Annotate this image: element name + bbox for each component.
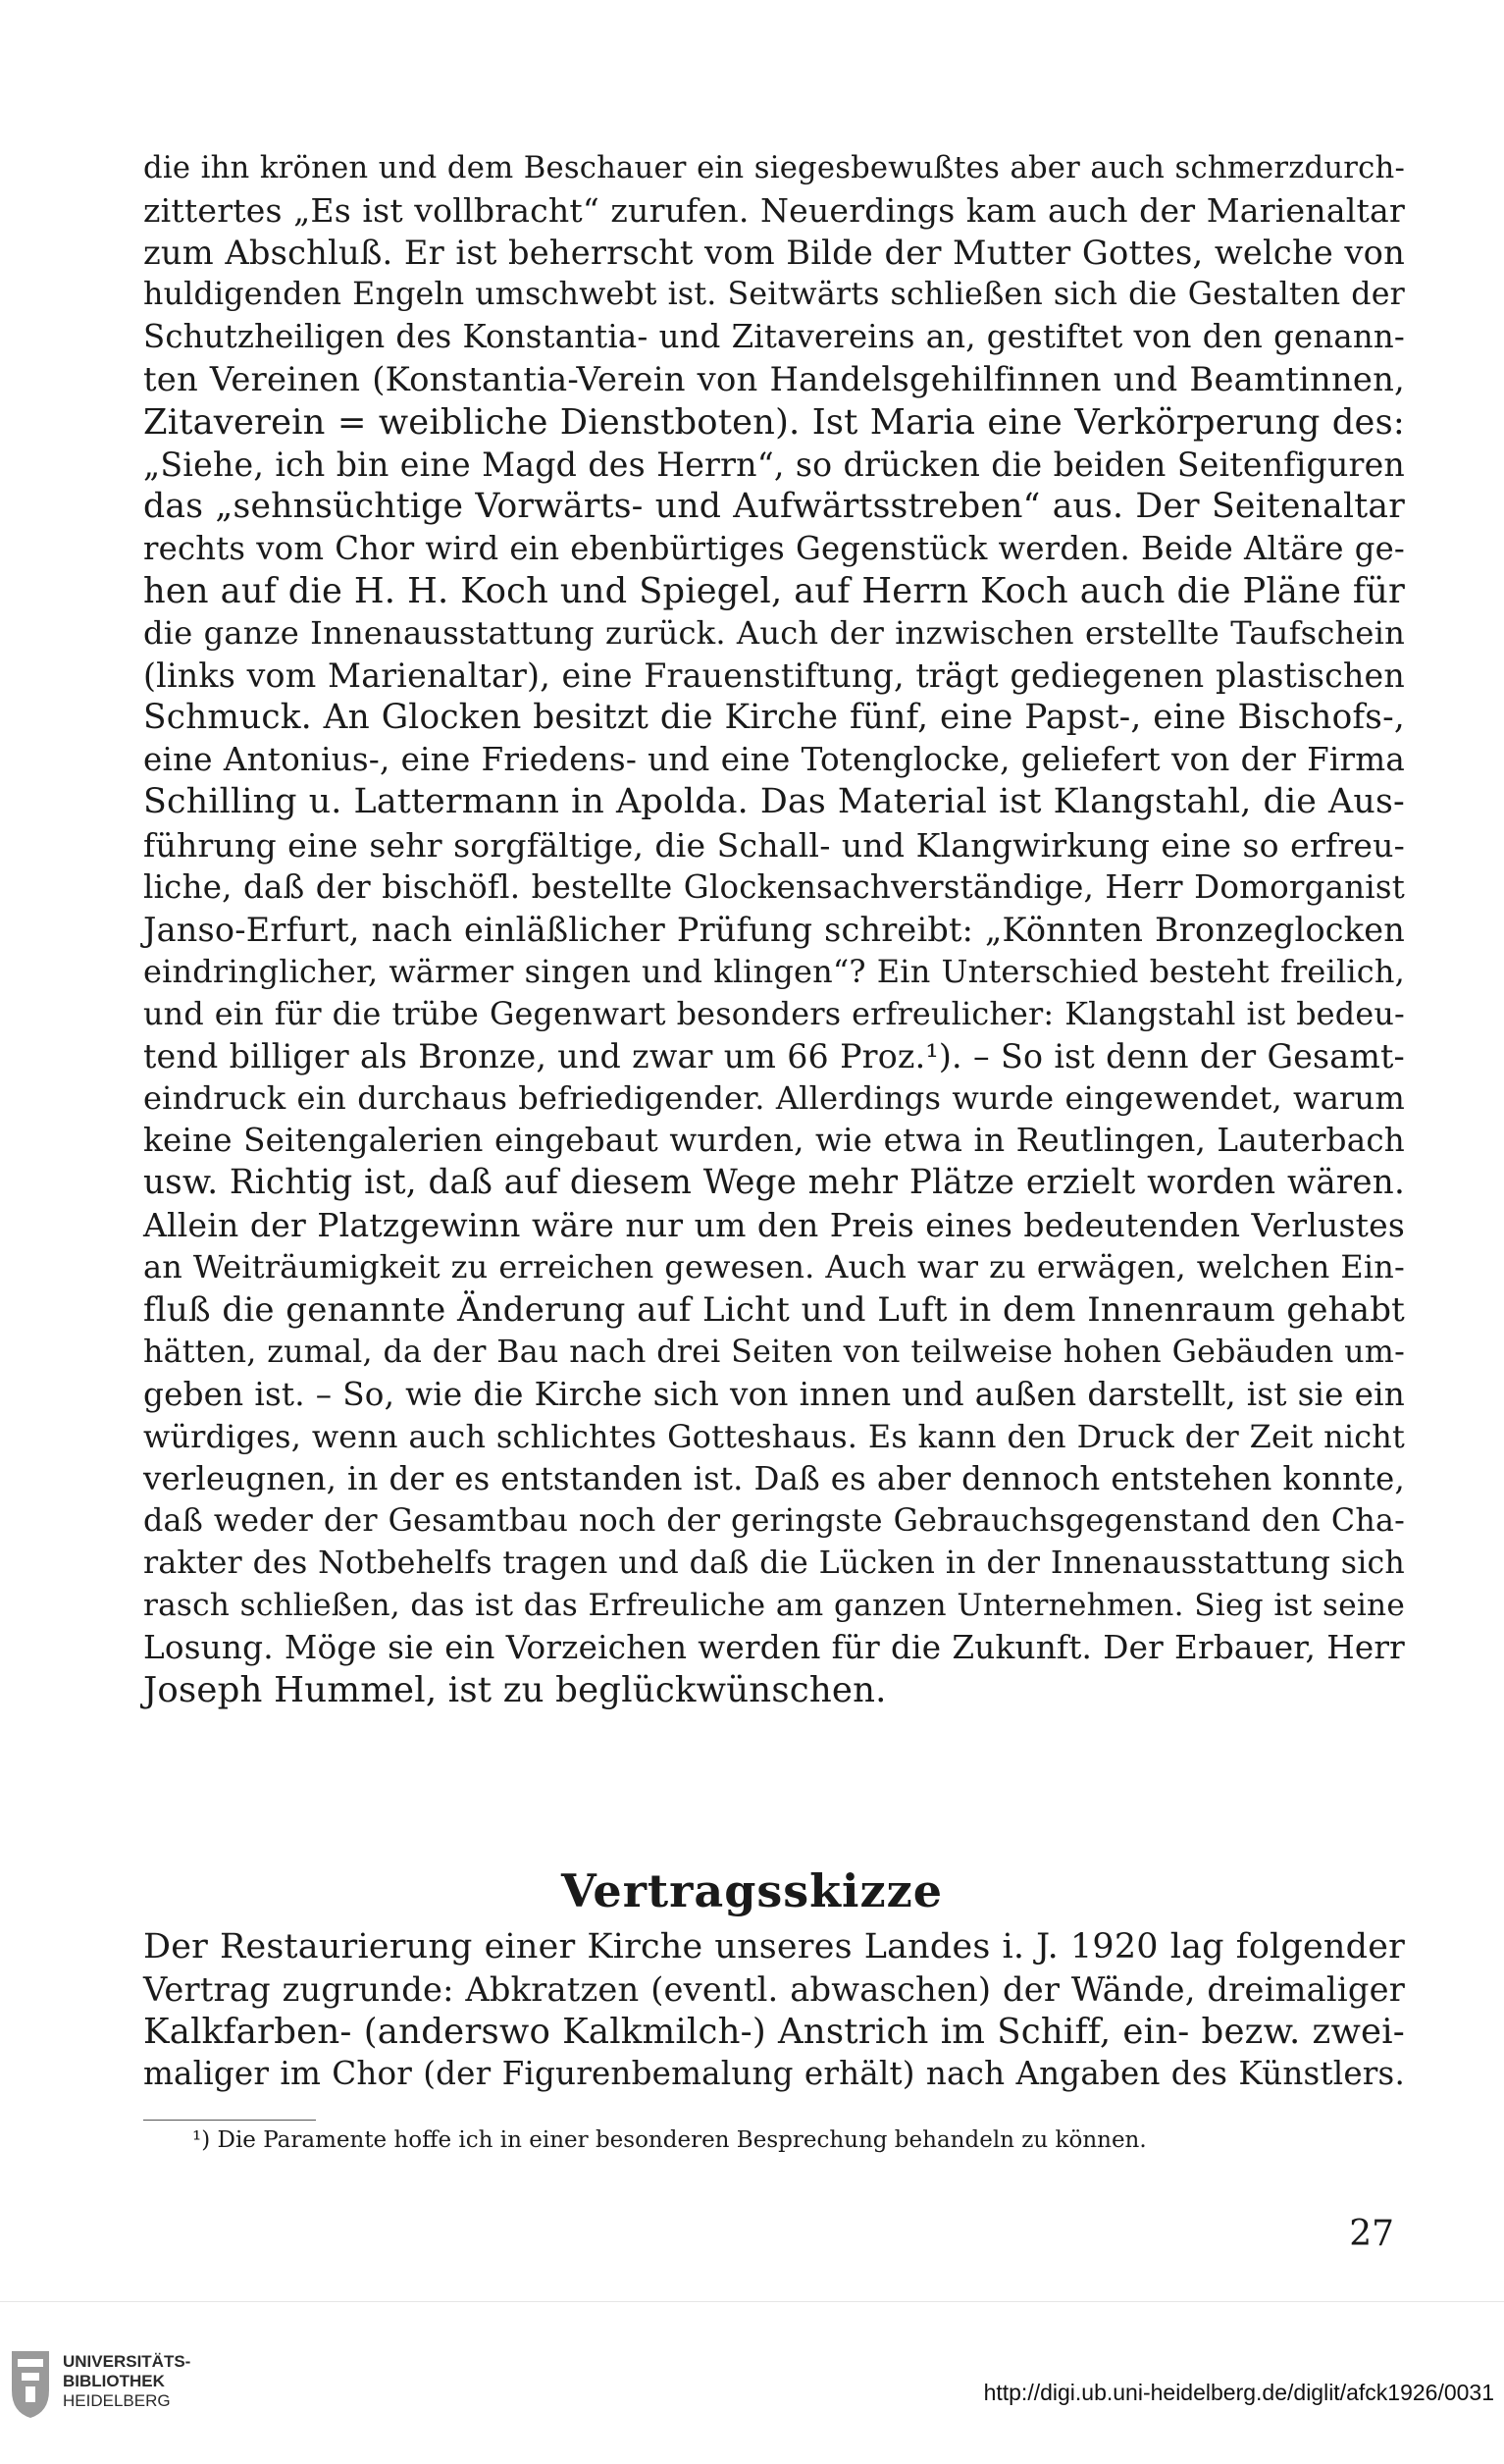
institution-line: BIBLIOTHEK (63, 2372, 165, 2390)
text-line: Joseph Hummel, ist zu beglückwünschen. (143, 1670, 887, 1711)
text-line: (links vom Marienaltar), eine Frauenstiftung, trägt gediegenen plastischen (143, 656, 1405, 696)
text-line: zittertes „Es ist vollbracht“ zurufen. Neuerdings kam auch der Marienaltar (143, 191, 1405, 231)
university-seal-icon (8, 2347, 53, 2420)
text-line: Zitaverein = weibliche Dienstboten). Ist Maria eine Verkörperung des: (143, 401, 1405, 443)
text-line: verleugnen, in der es entstanden ist. Daß es aber dennoch entstehen konnte, (143, 1459, 1405, 1497)
text-line: tend billiger als Bronze, und zwar um 66 Proz.¹). – So ist denn der Gesamt- (143, 1036, 1405, 1075)
institution-line: HEIDELBERG (63, 2391, 171, 2410)
text-line: die ihn krönen und dem Beschauer ein siegesbewußtes aber auch schmerzdurch- (143, 151, 1405, 185)
footnote-divider (143, 2120, 316, 2121)
footnote: ¹) Die Paramente hoffe ich in einer besonderen Besprechung behandeln zu können. (192, 2127, 1147, 2153)
text-line: die ganze Innenausstattung zurück. Auch der inzwischen erstellte Taufschein (143, 614, 1405, 653)
text-line: Vertrag zugrunde: Abkratzen (eventl. abwaschen) der Wände, dreimaliger (143, 1970, 1405, 2010)
text-line: Kalkfarben- (anderswo Kalkmilch-) Anstrich im Schiff, ein- bezw. zwei- (143, 2012, 1405, 2053)
text-line: Losung. Möge sie ein Vorzeichen werden für die Zukunft. Der Erbauer, Herr (143, 1629, 1405, 1667)
text-line: eindringlicher, wärmer singen und klingen“? Ein Unterschied besteht freilich, (143, 952, 1405, 990)
text-line: rakter des Notbehelfs tragen und daß die Lücken in der Innenausstattung sich (143, 1546, 1405, 1582)
text-line: geben ist. – So, wie die Kirche sich von innen und außen darstellt, ist sie ein (143, 1375, 1405, 1413)
text-line: liche, daß der bischöfl. bestellte Glockensachverständige, Herr Domorganist (143, 867, 1405, 906)
text-line: rechts vom Chor wird ein ebenbürtiges Gegenstück werden. Beide Altäre ge- (143, 529, 1405, 567)
text-line: hätten, zumal, da der Bau nach drei Seiten von teilweise hohen Gebäuden um- (143, 1334, 1405, 1370)
text-line: zum Abschluß. Er ist beherrscht vom Bilde der Mutter Gottes, welche von (143, 234, 1405, 273)
body-text (143, 147, 1405, 1711)
text-line: und ein für die trübe Gegenwart besonders erfreulicher: Klangstahl ist bedeu- (143, 994, 1405, 1032)
text-line: das „sehnsüchtige Vorwärts- und Aufwärtsstreben“ aus. Der Seitenaltar (143, 486, 1405, 526)
text-line: Der Restaurierung einer Kirche unseres Landes i. J. 1920 lag folgender (143, 1927, 1405, 1966)
institution-name (63, 2352, 190, 2411)
text-line: hen auf die H. H. Koch und Spiegel, auf Herrn Koch auch die Pläne für (143, 570, 1405, 611)
text-line: an Weiträumigkeit zu erreichen gewesen. Auch war zu erwägen, welchen Ein- (143, 1248, 1405, 1286)
source-url-link[interactable]: http://digi.ub.uni-heidelberg.de/diglit/afck1926/0031 (983, 2380, 1494, 2405)
text-line: eindruck ein durchaus befriedigender. Allerdings wurde eingewendet, warum (143, 1079, 1405, 1118)
text-line: Schilling u. Lattermann in Apolda. Das Material ist Klangstahl, die Aus- (143, 782, 1405, 822)
section-heading: Vertragsskizze (560, 1864, 944, 1917)
text-line: Janso-Erfurt, nach einläßlicher Prüfung schreibt: „Könnten Bronzeglocken (143, 910, 1405, 949)
text-line: Schmuck. An Glocken besitzt die Kirche fünf, eine Papst-, eine Bischofs-, (143, 698, 1405, 738)
text-line: „Siehe, ich bin eine Magd des Herrn“, so drücken die beiden Seitenfiguren (143, 445, 1405, 484)
text-line: daß weder der Gesamtbau noch der geringste Gebrauchsgegenstand den Cha- (143, 1503, 1405, 1539)
text-line: fluß die genannte Änderung auf Licht und Luft in dem Innenraum gehabt (143, 1289, 1405, 1330)
institution-line: UNIVERSITÄTS- (63, 2352, 191, 2371)
text-line: huldigenden Engeln umschwebt ist. Seitwärts schließen sich die Gestalten der (143, 277, 1405, 313)
text-line: rasch schließen, das ist das Erfreuliche am ganzen Unternehmen. Sieg ist seine (143, 1588, 1405, 1624)
text-line: Schutzheiligen des Konstantia- und Zitavereins an, gestiftet von den genann- (143, 318, 1405, 356)
text-line: Allein der Platzgewinn wäre nur um den Preis eines bedeutenden Verlustes (143, 1206, 1405, 1245)
text-line: usw. Richtig ist, daß auf diesem Wege mehr Plätze erzielt worden wären. (143, 1163, 1405, 1203)
text-line: führung eine sehr sorgfältige, die Schall- und Klangwirkung eine so erfreu- (143, 825, 1405, 865)
section-text (143, 1926, 1405, 2095)
text-line: eine Antonius-, eine Friedens- und eine Totenglocke, geliefert von der Firma (143, 741, 1405, 779)
text-line: würdiges, wenn auch schlichtes Gotteshaus. Es kann den Druck der Zeit nicht (143, 1417, 1405, 1455)
page-number: 27 (1349, 2214, 1394, 2254)
text-line: ten Vereinen (Konstantia-Verein von Handelsgehilfinnen und Beamtinnen, (143, 360, 1405, 399)
text-line: maliger im Chor (der Figurenbemalung erhält) nach Angaben des Künstlers. (143, 2055, 1405, 2093)
text-line: keine Seitengalerien eingebaut wurden, wie etwa in Reutlingen, Lauterbach (143, 1122, 1405, 1160)
